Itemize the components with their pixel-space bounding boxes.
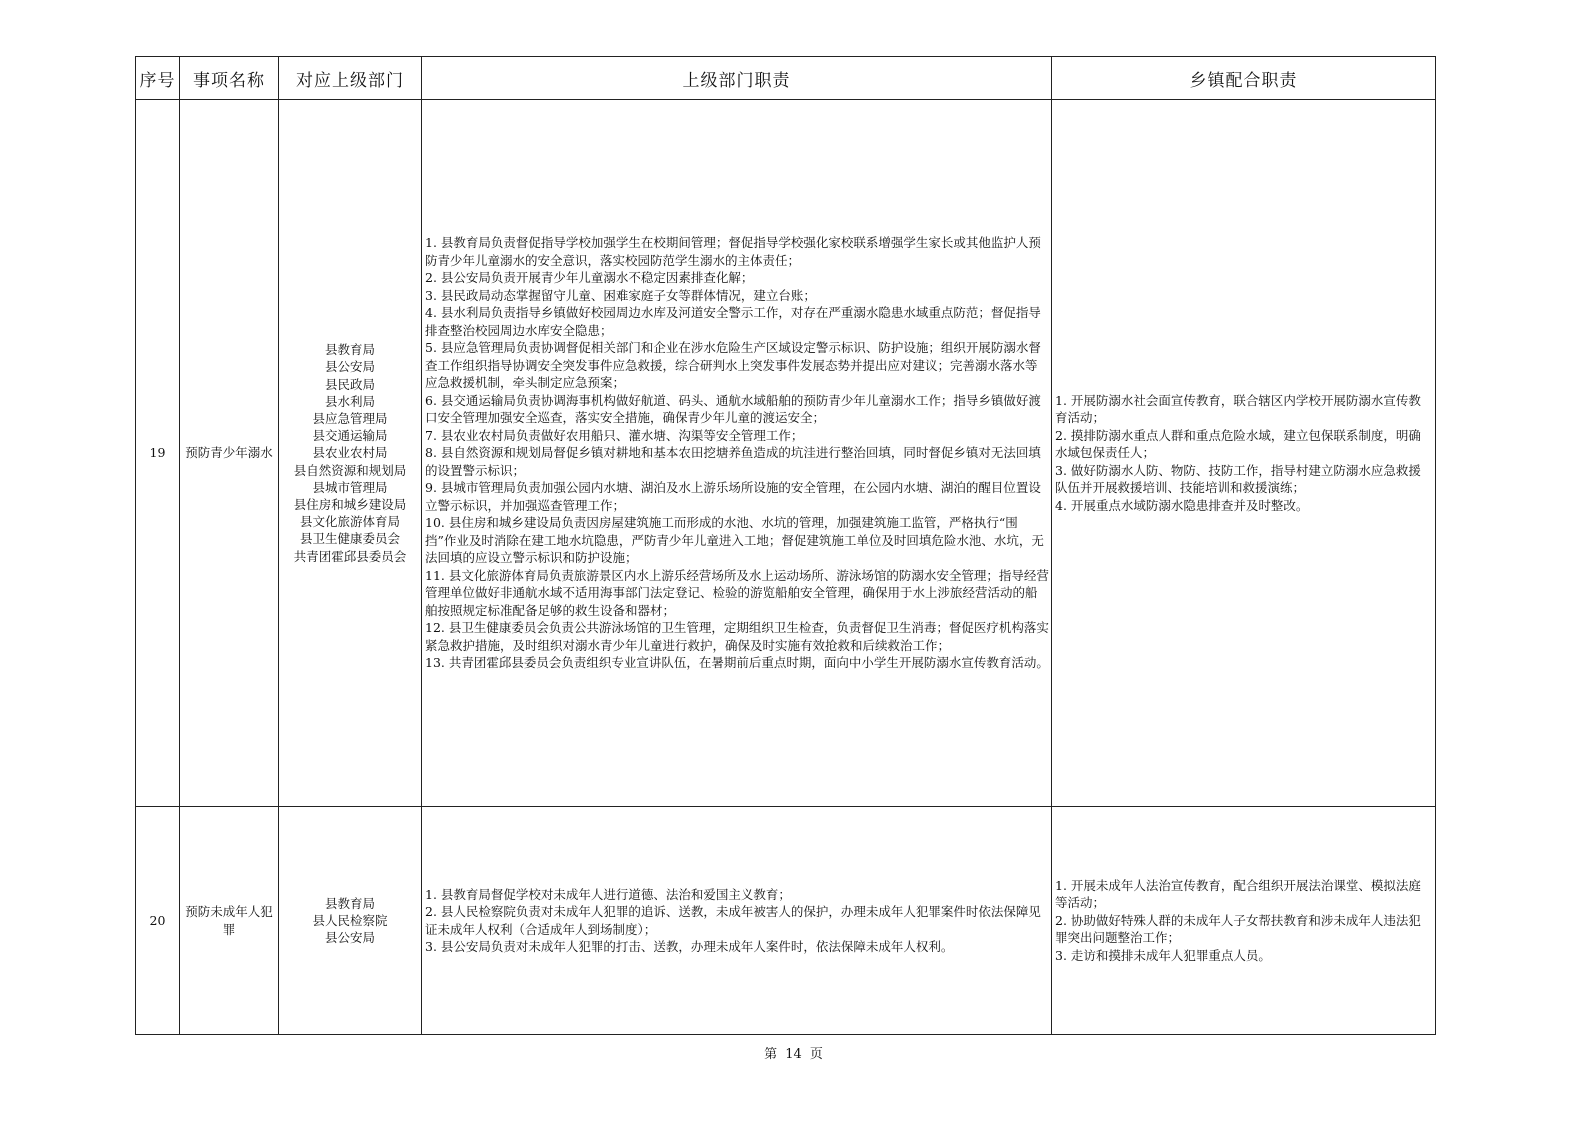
- duty-item: 4. 县水利局负责指导乡镇做好校园周边水库及河道安全警示工作，对存在严重溺水隐患水域重点防范；督促指导排查整治校园周边水库安全隐患；: [425, 305, 1041, 338]
- row-number: 19: [136, 100, 180, 807]
- table-row: [136, 807, 1436, 1035]
- item-name: 预防青少年溺水: [180, 100, 279, 807]
- duty-item: 1. 县教育局督促学校对未成年人进行道德、法治和爱国主义教育；: [425, 886, 791, 902]
- header-dept: 对应上级部门: [279, 57, 422, 100]
- header-row: [136, 57, 1436, 100]
- duty-item: 1. 开展未成年人法治宣传教育，配合组织开展法治课堂、模拟法庭等活动；: [1055, 877, 1421, 911]
- duty-item: 12. 县卫生健康委员会负责公共游泳场馆的卫生管理，定期组织卫生检查，负责督促卫生消毒；督促医疗机构落实紧急救护措施，及时组织对溺水青少年儿童进行救护，确保及时实施有效抢救和后续救治工作；: [425, 620, 1049, 653]
- duty-item: 3. 做好防溺水人防、物防、技防工作，指导村建立防溺水应急救援队伍并开展救援培训、技能培训和救援演练；: [1055, 462, 1421, 496]
- table-row: [136, 100, 1436, 807]
- department: 县教育局: [324, 895, 375, 911]
- department: 县公安局: [324, 359, 375, 375]
- duty-item: 5. 县应急管理局负责协调督促相关部门和企业在涉水危险生产区域设定警示标识、防护设施；组织开展防溺水督查工作组织指导协调安全突发事件应急救援，综合研判水上突发事件发展态势并提出应对建议；完善溺水落水等应急救援机制，牵头制定应急预案；: [425, 340, 1041, 391]
- duty-item: 1. 开展防溺水社会面宣传教育，联合辖区内学校开展防溺水宣传教育活动；: [1055, 392, 1421, 426]
- page-number: 第 14 页: [764, 1047, 823, 1062]
- duty-item: 2. 县人民检察院负责对未成年人犯罪的追诉、送教，未成年被害人的保护，办理未成年人犯罪案件时依法保障见证未成年人权利（合适成年人到场制度）；: [425, 904, 1041, 937]
- department: 县人民检察院: [312, 912, 388, 928]
- duty-item: 2. 县公安局负责开展青少年儿童溺水不稳定因素排查化解；: [425, 270, 754, 286]
- department: 县应急管理局: [312, 410, 388, 426]
- duty-item: 1. 县教育局负责督促指导学校加强学生在校期间管理；督促指导学校强化家校联系增强学生家长或其他监护人预防青少年儿童溺水的安全意识，落实校园防范学生溺水的主体责任；: [425, 235, 1041, 268]
- town-duties: [1052, 100, 1436, 807]
- department: 县住房和城乡建设局: [293, 497, 407, 512]
- department: 共青团霍邱县委员会: [293, 548, 407, 564]
- duty-item: 9. 县城市管理局负责加强公园内水塘、湖泊及水上游乐场所设施的安全管理，在公园内水塘、湖泊的醒目位置设立警示标识，并加强巡查管理工作；: [425, 480, 1041, 513]
- duty-item: 2. 协助做好特殊人群的未成年人子女帮扶教育和涉未成年人违法犯罪突出问题整治工作；: [1055, 912, 1421, 946]
- town-duties: [1052, 807, 1436, 1035]
- duty-item: 13. 共青团霍邱县委员会负责组织专业宣讲队伍，在暑期前后重点时期，面向中小学生开展防溺水宣传教育活动。: [425, 655, 1049, 671]
- department: 县城市管理局: [312, 479, 388, 495]
- duty-item: 11. 县文化旅游体育局负责旅游景区内水上游乐经营场所及水上运动场所、游泳场馆的防溺水安全管理；指导经营管理单位做好非通航水域不适用海事部门法定登记、检验的游览船舶安全管理，确保用于水上涉旅经营活动的船舶按照规定标准配备足够的救生设备和器材；: [425, 567, 1049, 618]
- department: 县农业农村局: [312, 445, 388, 461]
- upper-duties: [422, 807, 1052, 1035]
- header-no: 序号: [136, 57, 180, 100]
- department-list: [279, 807, 422, 1035]
- duty-item: 2. 摸排防溺水重点人群和重点危险水域，建立包保联系制度，明确水域包保责任人；: [1055, 427, 1421, 461]
- duty-item: 6. 县交通运输局负责协调海事机构做好航道、码头、通航水域船舶的预防青少年儿童溺水工作；指导乡镇做好渡口安全管理加强安全巡查，落实安全措施，确保青少年儿童的渡运安全；: [425, 392, 1041, 426]
- department: 县公安局: [324, 930, 375, 946]
- department-list: [279, 100, 422, 807]
- duty-item: 4. 开展重点水域防溺水隐患排查并及时整改。: [1055, 497, 1309, 513]
- duty-item: 3. 县公安局负责对未成年人犯罪的打击、送教，办理未成年人案件时，依法保障未成年人权利。: [425, 939, 954, 954]
- row-number: 20: [136, 807, 180, 1035]
- header-town-duties: 乡镇配合职责: [1052, 57, 1436, 100]
- duty-item: 8. 县自然资源和规划局督促乡镇对耕地和基本农田挖塘养鱼造成的坑洼进行整治回填，同时督促乡镇对无法回填的设置警示标识；: [425, 445, 1041, 478]
- department: 县民政局: [324, 376, 375, 392]
- department: 县卫生健康委员会: [299, 531, 400, 547]
- upper-duties: [422, 100, 1052, 807]
- department: 县交通运输局: [312, 428, 388, 444]
- department: 县自然资源和规划局: [293, 462, 407, 478]
- duty-table: [135, 56, 1436, 1035]
- duty-item: 3. 走访和摸排未成年人犯罪重点人员。: [1055, 947, 1271, 963]
- department: 县文化旅游体育局: [299, 514, 400, 530]
- duty-item: 10. 县住房和城乡建设局负责因房屋建筑施工而形成的水池、水坑的管理，加强建筑施工监管，严格执行“围挡”作业及时消除在建工地水坑隐患，严防青少年儿童进入工地；督促建筑施工单位及时回填危险水池、水坑，无法回填的应设立警示标识和防护设施；: [425, 515, 1044, 566]
- header-upper-duties: 上级部门职责: [422, 57, 1052, 100]
- department: 县水利局: [324, 393, 375, 409]
- header-name: 事项名称: [180, 57, 279, 100]
- department: 县教育局: [324, 342, 375, 358]
- duty-item: 7. 县农业农村局负责做好农用船只、灌水塘、沟渠等安全管理工作；: [425, 427, 804, 443]
- item-name: 预防未成年人犯罪: [180, 807, 279, 1035]
- duty-item: 3. 县民政局动态掌握留守儿童、困难家庭子女等群体情况，建立台账；: [425, 287, 816, 303]
